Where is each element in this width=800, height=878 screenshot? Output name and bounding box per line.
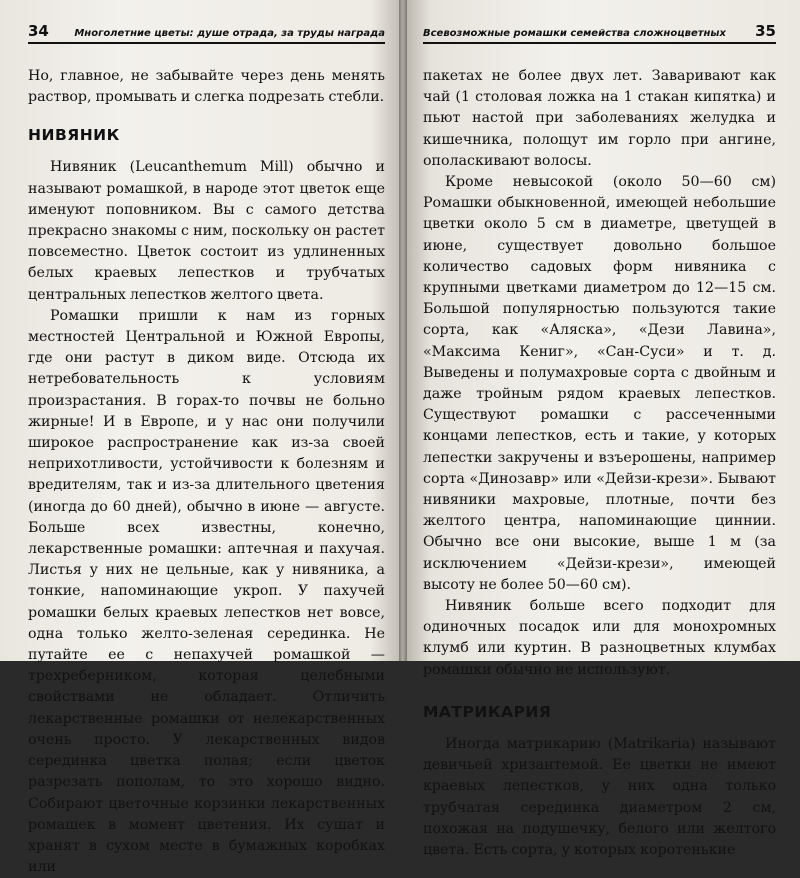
left-paragraph-2: Ромашки пришли к нам из горных местностей Центральной и Южной Европы, где они растут в диком виде. Отсюда их нетребовательность к условиям произрастания. В горах-то почвы не больно жирные! И в Европе, и у нас они получили широкое распространение как из-за своей неприхотливости, устойчивости к болезням и вредителям, так и из-за длительного цветения (иногда до 60 дней), обычно в июне — августе. Больше всех известны, конечно, лекарственные ромашки: аптечная и пахучая. Листья у них не цельные, как у нивяника, а тонкие, напоминающие укроп. У пахучей ромашки белых краевых лепестков нет вовсе, одна только желто-зеленая серединка. Не путайте ее с непахучей ромашкой — трехреберником, которая целебными свойствами не обладает. Отличить лекарственные ромашки от нелекарственных очень просто. У лекарственных видов серединка цветка полая; если цветок разрезать пополам, то это хорошо видно. Собирают цветочные корзинки лекарственных ромашек в момент цветения. Их сушат и хранят в сухом месте в бумажных коробках или [28,307,385,876]
left-intro-paragraph: Но, главное, не забывайте через день менять раствор, промывать и слегка подрезать стебли. [28,68,385,106]
right-running-head-title: Всевозможные ромашки семейства сложноцветных [423,28,726,39]
right-page [403,0,800,858]
section-heading-nivyanik-text: НИВЯНИК [28,126,120,145]
right-paragraph-1: Кроме невысокой (около 50—60 см) Ромашки обыкновенной, имеющей небольшие цветки около 5 см в диаметре, цветущей в июне, существует довольно большое количество садовых форм нивяника с крупными цветками диаметром до 12—15 см. Большой популярностью пользуются такие сорта, как «Аляска», «Дези Лавина», «Максима Кениг», «Сан-Суси» и т. д. Выведены и полумахровые сорта с двойным и даже тройным рядом краевых лепестков. Существуют ромашки с рассеченными концами лепестков, есть и такие, у которых лепестки закручены и взъерошены, например сорта «Динозавр» или «Дейзи-крези». Бывают нивяники махровые, плотные, почти без желтого центра, напоминающие циннии. Обычно все они высокие, выше 1 м (за исключением «Дейзи-крези», имеющей высоту не более 50—60 см). [423,174,776,593]
right-page-number: 35 [755,22,776,40]
right-continuation-paragraph: пакетах не более двух лет. Заваривают как чай (1 столовая ложка на 1 стакан кипятка) и пьют настой при заболеваниях желудка и кишечника, полощут им горло при ангине, ополаскивают волосы. [423,68,776,169]
left-page-number: 34 [28,22,49,40]
right-final-paragraph: Иногда матрикарию (Matrikaria) называют девичьей хризантемой. Ее цветки не имеют краевых лепестков, у них одна только трубчатая серединка диаметром 2 см, похожая на подушечку, белого или желтого цвета. Есть сорта, у которых коротенькие [423,735,776,858]
section-heading-matrikariya-text: МАТРИКАРИЯ [423,702,552,721]
section-heading-matrikariya [423,703,776,721]
left-running-head-title: Многолетние цветы: душе отрада, за труды награда [74,28,385,39]
right-paragraph-2: Нивяник больше всего подходит для одиночных посадок или для монохромных клумб или куртин. В разноцветных клумбах ромашки обычно не используют. [423,598,776,678]
section-heading-nivyanik [28,126,385,144]
right-running-head [423,22,776,44]
left-running-head [28,22,385,44]
left-paragraph-1: Нивяник (Leucanthemum Mill) обычно и называют ромашкой, в народе этот цветок еще именуют поповником. Вы с самого детства прекрасно знакомы с ним, поскольку он растет повсеместно. Цветок состоит из удлиненных белых краевых лепестков и трубчатых центральных лепестков желтого цвета. [28,159,385,303]
